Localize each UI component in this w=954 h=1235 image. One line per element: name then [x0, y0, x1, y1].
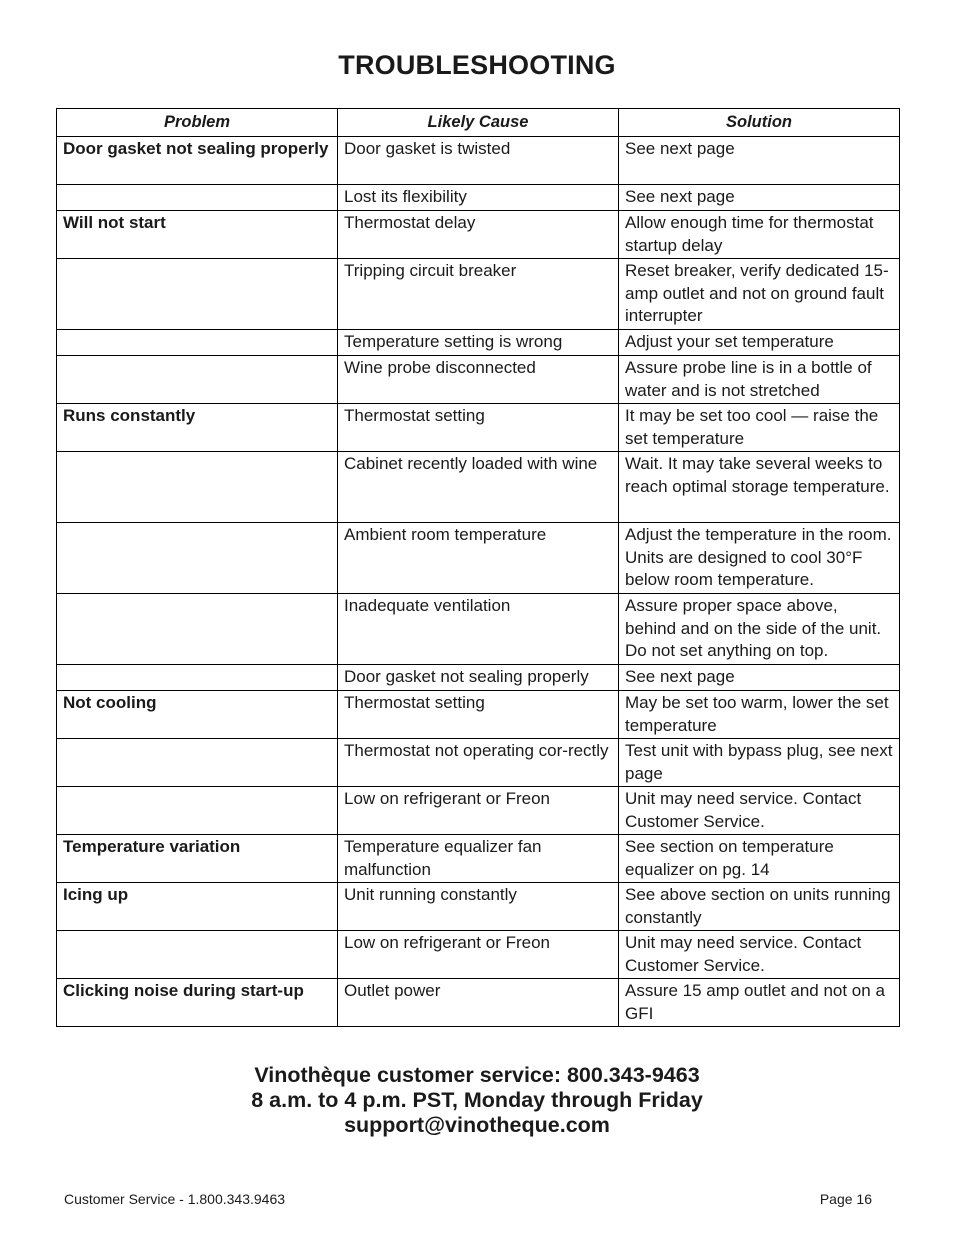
- table-row: [57, 931, 900, 979]
- solution-cell: May be set too warm, lower the set temperature: [619, 691, 900, 739]
- cause-cell: Outlet power: [338, 979, 619, 1027]
- cause-cell: Thermostat setting: [338, 404, 619, 452]
- table-row: [57, 665, 900, 691]
- cause-cell: Low on refrigerant or Freon: [338, 787, 619, 835]
- solution-cell: Assure 15 amp outlet and not on a GFI: [619, 979, 900, 1027]
- table-row: [57, 979, 900, 1027]
- problem-cell: [57, 185, 338, 211]
- problem-cell: [57, 787, 338, 835]
- footer-customer-service: Customer Service - 1.800.343.9463: [64, 1191, 286, 1207]
- cause-cell: Inadequate ventilation: [338, 594, 619, 665]
- cause-cell: Door gasket not sealing properly: [338, 665, 619, 691]
- contact-phone-line: Vinothèque customer service: 800.343-9463: [254, 1063, 700, 1087]
- problem-cell: Not cooling: [57, 691, 338, 739]
- table-row: [57, 787, 900, 835]
- customer-service-contact: [0, 1063, 954, 1138]
- solution-cell: It may be set too cool — raise the set temperature: [619, 404, 900, 452]
- cause-cell: Ambient room temperature: [338, 523, 619, 594]
- problem-cell: [57, 665, 338, 691]
- solution-cell: Unit may need service. Contact Customer Service.: [619, 931, 900, 979]
- contact-email-line: support@vinotheque.com: [344, 1113, 610, 1137]
- problem-cell: Door gasket not sealing properly: [57, 137, 338, 185]
- header-problem: Problem: [57, 109, 338, 137]
- problem-cell: Will not start: [57, 211, 338, 259]
- problem-cell: [57, 452, 338, 523]
- cause-cell: Cabinet recently loaded with wine: [338, 452, 619, 523]
- solution-cell: Adjust the temperature in the room. Units are designed to cool 30°F below room temperature.: [619, 523, 900, 594]
- cause-cell: Low on refrigerant or Freon: [338, 931, 619, 979]
- table-row: [57, 835, 900, 883]
- cause-cell: Temperature setting is wrong: [338, 330, 619, 356]
- solution-cell: See above section on units running constantly: [619, 883, 900, 931]
- solution-cell: Assure probe line is in a bottle of water and is not stretched: [619, 356, 900, 404]
- solution-cell: Adjust your set temperature: [619, 330, 900, 356]
- problem-cell: Icing up: [57, 883, 338, 931]
- cause-cell: Temperature equalizer fan malfunction: [338, 835, 619, 883]
- table-row: [57, 452, 900, 523]
- page-title: TROUBLESHOOTING: [338, 50, 616, 80]
- cause-cell: Wine probe disconnected: [338, 356, 619, 404]
- problem-cell: [57, 931, 338, 979]
- problem-cell: [57, 356, 338, 404]
- contact-hours-line: 8 a.m. to 4 p.m. PST, Monday through Friday: [251, 1088, 703, 1112]
- solution-cell: Unit may need service. Contact Customer Service.: [619, 787, 900, 835]
- cause-cell: Thermostat delay: [338, 211, 619, 259]
- cause-cell: Unit running constantly: [338, 883, 619, 931]
- problem-cell: [57, 594, 338, 665]
- table-row: [57, 259, 900, 330]
- footer-page-number: Page 16: [819, 1191, 872, 1207]
- solution-cell: See next page: [619, 185, 900, 211]
- table-header-row: [57, 109, 900, 137]
- problem-cell: [57, 259, 338, 330]
- solution-cell: Wait. It may take several weeks to reach optimal storage temperature.: [619, 452, 900, 523]
- cause-cell: Tripping circuit breaker: [338, 259, 619, 330]
- cause-cell: Thermostat setting: [338, 691, 619, 739]
- table-row: [57, 356, 900, 404]
- cause-cell: Thermostat not operating cor-rectly: [338, 739, 619, 787]
- solution-cell: See section on temperature equalizer on pg. 14: [619, 835, 900, 883]
- solution-cell: Allow enough time for thermostat startup delay: [619, 211, 900, 259]
- table-row: [57, 137, 900, 185]
- table-row: [57, 523, 900, 594]
- table-row: [57, 739, 900, 787]
- troubleshooting-table: [56, 108, 900, 1027]
- table-row: [57, 211, 900, 259]
- solution-cell: Reset breaker, verify dedicated 15-amp outlet and not on ground fault interrupter: [619, 259, 900, 330]
- header-likely-cause: Likely Cause: [338, 109, 619, 137]
- table-row: [57, 330, 900, 356]
- table-body: [57, 137, 900, 1027]
- header-solution: Solution: [619, 109, 900, 137]
- solution-cell: Assure proper space above, behind and on the side of the unit. Do not set anything on top.: [619, 594, 900, 665]
- problem-cell: [57, 739, 338, 787]
- table-row: [57, 883, 900, 931]
- solution-cell: See next page: [619, 137, 900, 185]
- table-row: [57, 594, 900, 665]
- table-row: [57, 185, 900, 211]
- solution-cell: See next page: [619, 665, 900, 691]
- problem-cell: [57, 330, 338, 356]
- problem-cell: Temperature variation: [57, 835, 338, 883]
- solution-cell: Test unit with bypass plug, see next page: [619, 739, 900, 787]
- problem-cell: Runs constantly: [57, 404, 338, 452]
- table-row: [57, 404, 900, 452]
- problem-cell: [57, 523, 338, 594]
- cause-cell: Lost its flexibility: [338, 185, 619, 211]
- table-row: [57, 691, 900, 739]
- problem-cell: Clicking noise during start-up: [57, 979, 338, 1027]
- cause-cell: Door gasket is twisted: [338, 137, 619, 185]
